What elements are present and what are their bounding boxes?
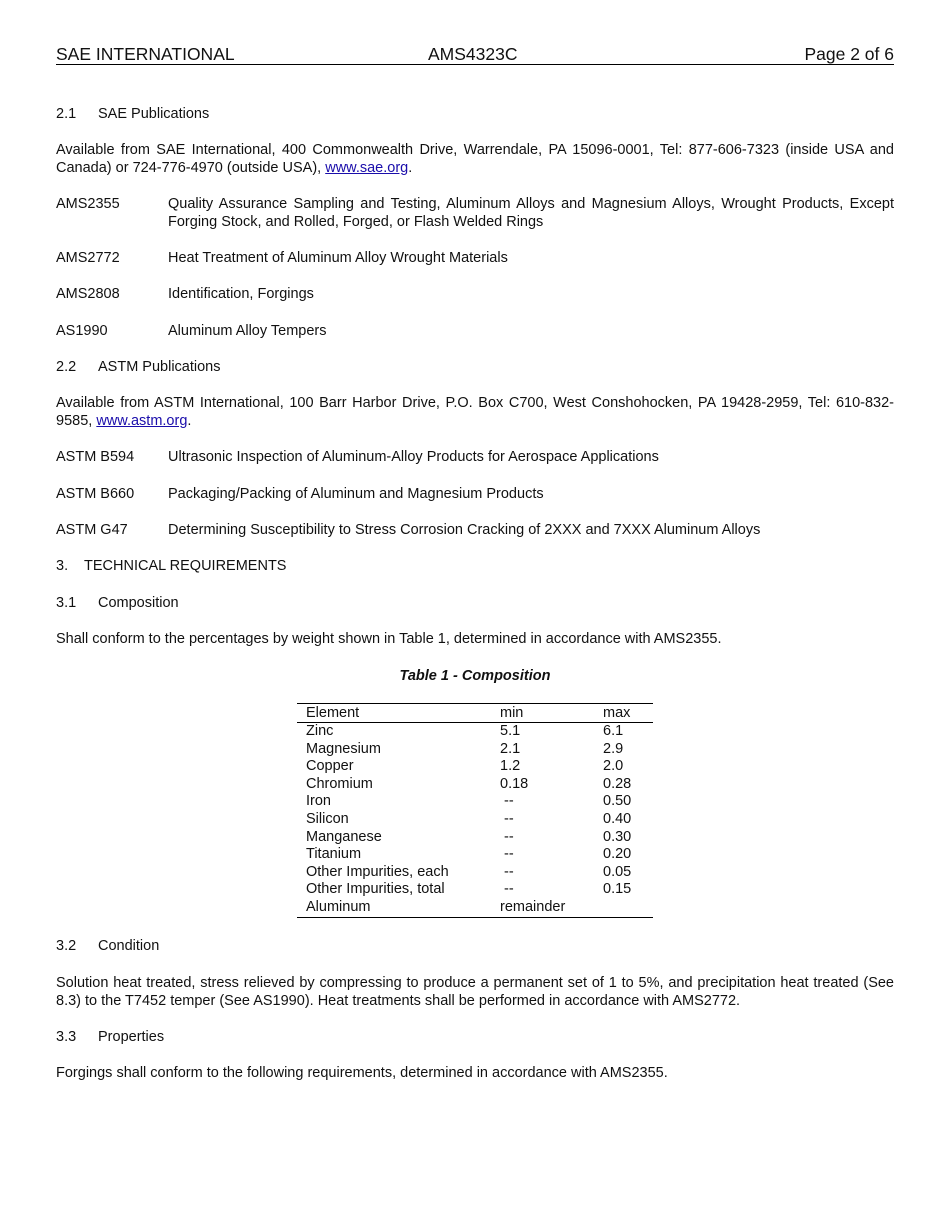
reference-code: AMS2772 bbox=[56, 250, 120, 266]
table-cell: -- bbox=[500, 828, 514, 845]
reference-title: Ultrasonic Inspection of Aluminum-Alloy Products for Aerospace Applications bbox=[168, 449, 659, 465]
astm-website-link[interactable]: www.astm.org bbox=[96, 412, 188, 429]
reference-title: Identification, Forgings bbox=[168, 286, 314, 302]
composition-table bbox=[297, 703, 653, 918]
table-cell: 0.50 bbox=[603, 793, 632, 810]
section-number: 3.1 bbox=[56, 595, 77, 611]
table-cell: -- bbox=[500, 846, 514, 863]
table-row bbox=[297, 899, 653, 917]
column-header: min bbox=[491, 704, 594, 723]
table-row bbox=[297, 723, 653, 741]
reference-item bbox=[56, 196, 894, 231]
astm-availability-paragraph: Available from ASTM International, 100 Barr Harbor Drive, P.O. Box C700, West Conshohocken, PA 19428-2959, Tel: 610-832-9585, www.astm.org. bbox=[56, 395, 894, 429]
condition-paragraph: Solution heat treated, stress relieved by compressing to produce a permanent set of 1 to 5%, and precipitation heat treated (See 8.3) to the T7452 temper (See AS1990). Heat treatments shall be performed in accordance with AMS2772. bbox=[56, 975, 894, 1009]
section-2-1-heading bbox=[56, 106, 894, 124]
table-cell: Zinc bbox=[306, 723, 334, 739]
table-cell: Iron bbox=[306, 793, 331, 810]
table-cell: Manganese bbox=[306, 828, 382, 845]
reference-title: Aluminum Alloy Tempers bbox=[168, 323, 327, 339]
reference-item bbox=[56, 486, 894, 504]
table-cell: Aluminum bbox=[297, 899, 491, 917]
header-page-number: Page 2 of 6 bbox=[804, 44, 894, 64]
section-number: 3.3 bbox=[56, 1029, 77, 1045]
reference-code: ASTM B660 bbox=[56, 486, 135, 502]
header-doc-number: AMS4323C bbox=[428, 44, 518, 64]
table-caption: Table 1 - Composition bbox=[399, 668, 551, 684]
table-cell: Titanium bbox=[306, 846, 362, 863]
page-header bbox=[56, 44, 894, 65]
section-3-3-heading bbox=[56, 1029, 894, 1047]
reference-title: Packaging/Packing of Aluminum and Magnesium Products bbox=[168, 486, 544, 502]
table-cell: Silicon bbox=[306, 810, 349, 827]
column-header: max bbox=[594, 704, 653, 723]
sae-availability-paragraph: Available from SAE International, 400 Commonwealth Drive, Warrendale, PA 15096-0001, Tel: 877-606-7323 (inside USA and Canada) or 724-776-4970 (outside USA), www.sae.org. bbox=[56, 142, 894, 176]
table-cell bbox=[594, 899, 653, 917]
table-cell: 0.30 bbox=[603, 828, 632, 845]
table-cell: -- bbox=[500, 863, 514, 880]
reference-code: AMS2355 bbox=[56, 196, 120, 212]
table-cell: Other Impurities, total bbox=[306, 881, 445, 898]
reference-item bbox=[56, 323, 894, 341]
table-row bbox=[297, 881, 653, 899]
table-cell: 5.1 bbox=[500, 723, 521, 739]
section-title: SAE Publications bbox=[98, 106, 210, 122]
table-row bbox=[297, 758, 653, 776]
header-org: SAE INTERNATIONAL bbox=[56, 44, 235, 64]
table-cell: 0.28 bbox=[603, 775, 632, 792]
table-cell: 6.1 bbox=[603, 723, 624, 739]
properties-paragraph: Forgings shall conform to the following requirements, determined in accordance with AMS2355. bbox=[56, 1065, 668, 1081]
table-row bbox=[297, 741, 653, 759]
table-row bbox=[297, 811, 653, 829]
reference-item bbox=[56, 522, 894, 540]
section-3-heading bbox=[56, 558, 894, 576]
astm-availability-text: Available from ASTM International, 100 Barr Harbor Drive, P.O. Box C700, West Conshohocken, PA 19428-2959, Tel: 610-832-9585, bbox=[56, 395, 894, 429]
table-cell: 0.18 bbox=[500, 775, 529, 792]
composition-paragraph: Shall conform to the percentages by weight shown in Table 1, determined in accordance with AMS2355. bbox=[56, 631, 722, 647]
section-title: TECHNICAL REQUIREMENTS bbox=[84, 558, 287, 574]
reference-title: Heat Treatment of Aluminum Alloy Wrought Materials bbox=[168, 250, 508, 266]
table-row bbox=[297, 776, 653, 794]
sae-website-link[interactable]: www.sae.org bbox=[325, 159, 409, 176]
table-row bbox=[297, 829, 653, 847]
section-3-1-heading bbox=[56, 595, 894, 613]
section-title: Properties bbox=[98, 1029, 165, 1045]
reference-code: AMS2808 bbox=[56, 286, 120, 302]
section-2-2-heading bbox=[56, 359, 894, 377]
table-header-row bbox=[297, 704, 653, 723]
section-number: 2.1 bbox=[56, 106, 77, 122]
reference-item bbox=[56, 286, 894, 304]
reference-code: AS1990 bbox=[56, 323, 108, 339]
reference-title: Quality Assurance Sampling and Testing, Aluminum Alloys and Magnesium Alloys, Wrought Products, Except Forging Stock, and Rolled, Forged, or Flash Welded Rings bbox=[168, 196, 894, 230]
table-cell: 2.1 bbox=[500, 740, 521, 757]
column-header: Element bbox=[297, 704, 491, 723]
table-row bbox=[297, 864, 653, 882]
table-row bbox=[297, 846, 653, 864]
sae-availability-text: Available from SAE International, 400 Commonwealth Drive, Warrendale, PA 15096-0001, Tel: 877-606-7323 (inside USA and Canada) or 724-776-4970 (outside USA), bbox=[56, 142, 894, 176]
section-3-2-heading bbox=[56, 938, 894, 956]
section-title: ASTM Publications bbox=[98, 359, 221, 375]
table-cell: 2.9 bbox=[603, 740, 624, 757]
section-number: 2.2 bbox=[56, 359, 77, 375]
table-cell: remainder bbox=[491, 899, 594, 917]
table-cell: Magnesium bbox=[306, 740, 381, 757]
table-cell: 0.20 bbox=[603, 846, 632, 863]
reference-title: Determining Susceptibility to Stress Corrosion Cracking of 2XXX and 7XXX Aluminum Alloys bbox=[168, 522, 761, 538]
table-cell: Other Impurities, each bbox=[306, 863, 449, 880]
table-cell: 1.2 bbox=[500, 758, 521, 775]
reference-code: ASTM G47 bbox=[56, 522, 128, 538]
table-cell: Chromium bbox=[306, 775, 373, 792]
section-title: Composition bbox=[98, 595, 179, 611]
table-cell: 0.15 bbox=[603, 881, 632, 898]
table-cell: -- bbox=[500, 793, 514, 810]
table-cell: Copper bbox=[306, 758, 354, 775]
reference-code: ASTM B594 bbox=[56, 449, 135, 465]
reference-item bbox=[56, 449, 894, 467]
section-number: 3. bbox=[56, 558, 69, 574]
table-cell: -- bbox=[500, 810, 514, 827]
reference-item bbox=[56, 250, 894, 268]
section-title: Condition bbox=[98, 938, 160, 954]
table-cell: 0.40 bbox=[603, 810, 632, 827]
table-cell: -- bbox=[500, 881, 514, 898]
table-cell: 0.05 bbox=[603, 863, 632, 880]
table-row bbox=[297, 793, 653, 811]
section-number: 3.2 bbox=[56, 938, 77, 954]
table-cell: 2.0 bbox=[603, 758, 624, 775]
